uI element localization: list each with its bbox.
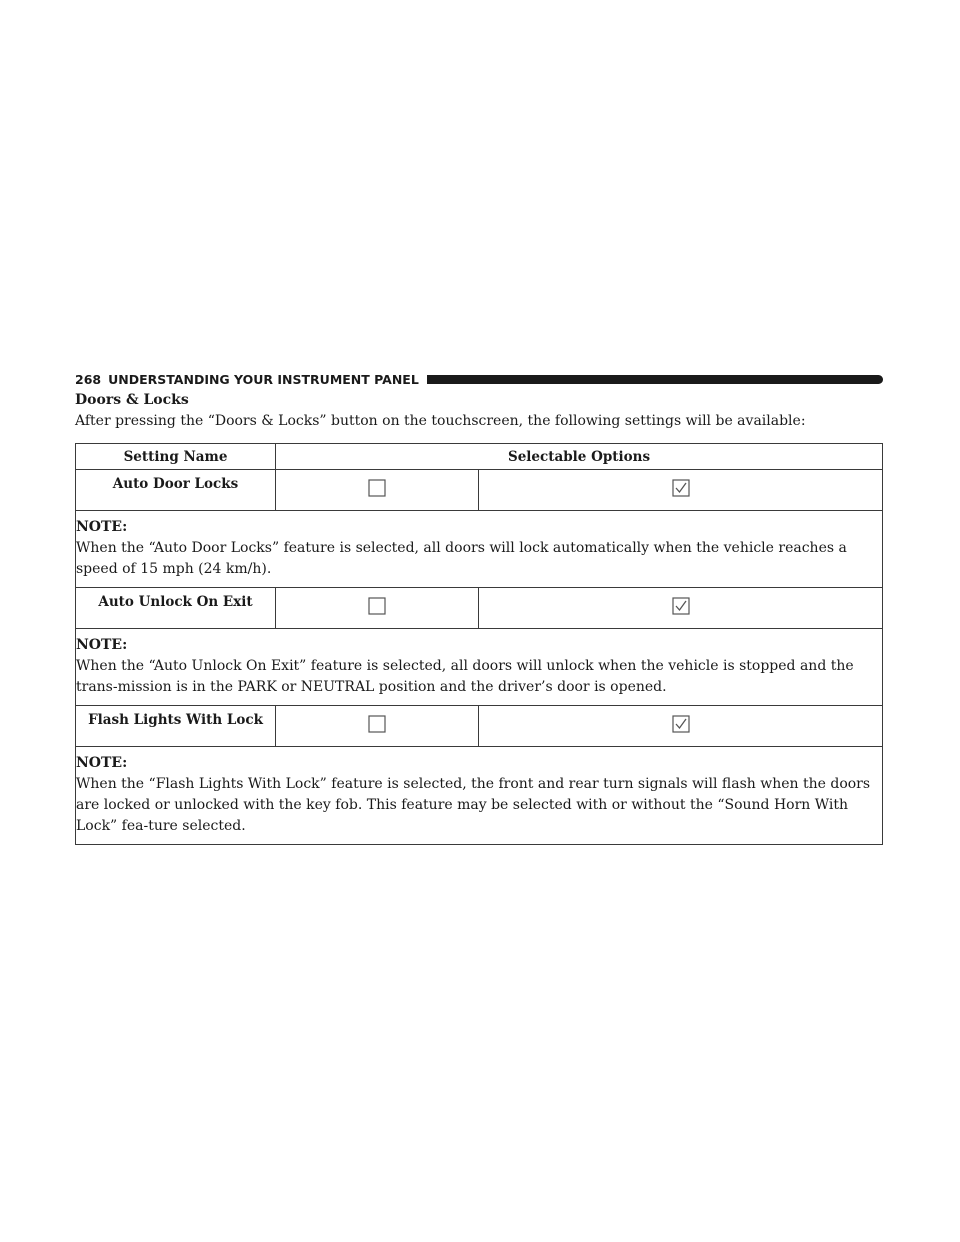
- empty-checkbox-icon: [368, 479, 386, 497]
- setting-name: Flash Lights With Lock: [76, 706, 276, 747]
- intro-paragraph: After pressing the “Doors & Locks” button on the touchscreen, the following settings will be available:: [75, 413, 806, 429]
- empty-checkbox-icon: [368, 597, 386, 615]
- option-on: [479, 588, 883, 629]
- page-number: 268: [75, 371, 102, 387]
- section-title: Doors & Locks: [75, 392, 189, 408]
- setting-name: Auto Door Locks: [76, 470, 276, 511]
- note-text: When the “Flash Lights With Lock” feature is selected, the front and rear turn signals will flash when the doors are locked or unlocked with the key fob. This feature may be selected with or without the “Sound Horn With Lock” fea-ture selected.: [76, 776, 871, 834]
- note-text: When the “Auto Unlock On Exit” feature is selected, all doors will unlock when the vehicle is stopped and the trans-mission is in the PARK or NEUTRAL position and the driver’s door is opened.: [76, 658, 854, 695]
- running-header: [75, 371, 883, 387]
- note-row: [76, 511, 883, 588]
- table-header-row: [76, 444, 883, 470]
- option-off: [276, 470, 479, 511]
- empty-checkbox-icon: [368, 715, 386, 733]
- table-row: [76, 588, 883, 629]
- option-on: [479, 706, 883, 747]
- table-row: [76, 470, 883, 511]
- setting-name: Auto Unlock On Exit: [76, 588, 276, 629]
- option-on: [479, 470, 883, 511]
- option-off: [276, 706, 479, 747]
- note-label: NOTE:: [76, 519, 128, 535]
- checked-checkbox-icon: [672, 715, 690, 733]
- note-text: When the “Auto Door Locks” feature is selected, all doors will lock automatically when the vehicle reaches a speed of 15 mph (24 km/h).: [76, 540, 847, 577]
- note-label: NOTE:: [76, 755, 128, 771]
- col-header-selectable-options: Selectable Options: [276, 444, 883, 470]
- running-title: UNDERSTANDING YOUR INSTRUMENT PANEL: [108, 371, 419, 387]
- col-header-setting-name: Setting Name: [76, 444, 276, 470]
- checked-checkbox-icon: [672, 479, 690, 497]
- checked-checkbox-icon: [672, 597, 690, 615]
- note-row: [76, 629, 883, 706]
- header-rule: [427, 375, 883, 384]
- note-label: NOTE:: [76, 637, 128, 653]
- note-row: [76, 747, 883, 845]
- option-off: [276, 588, 479, 629]
- table-row: [76, 706, 883, 747]
- settings-table: [75, 443, 883, 845]
